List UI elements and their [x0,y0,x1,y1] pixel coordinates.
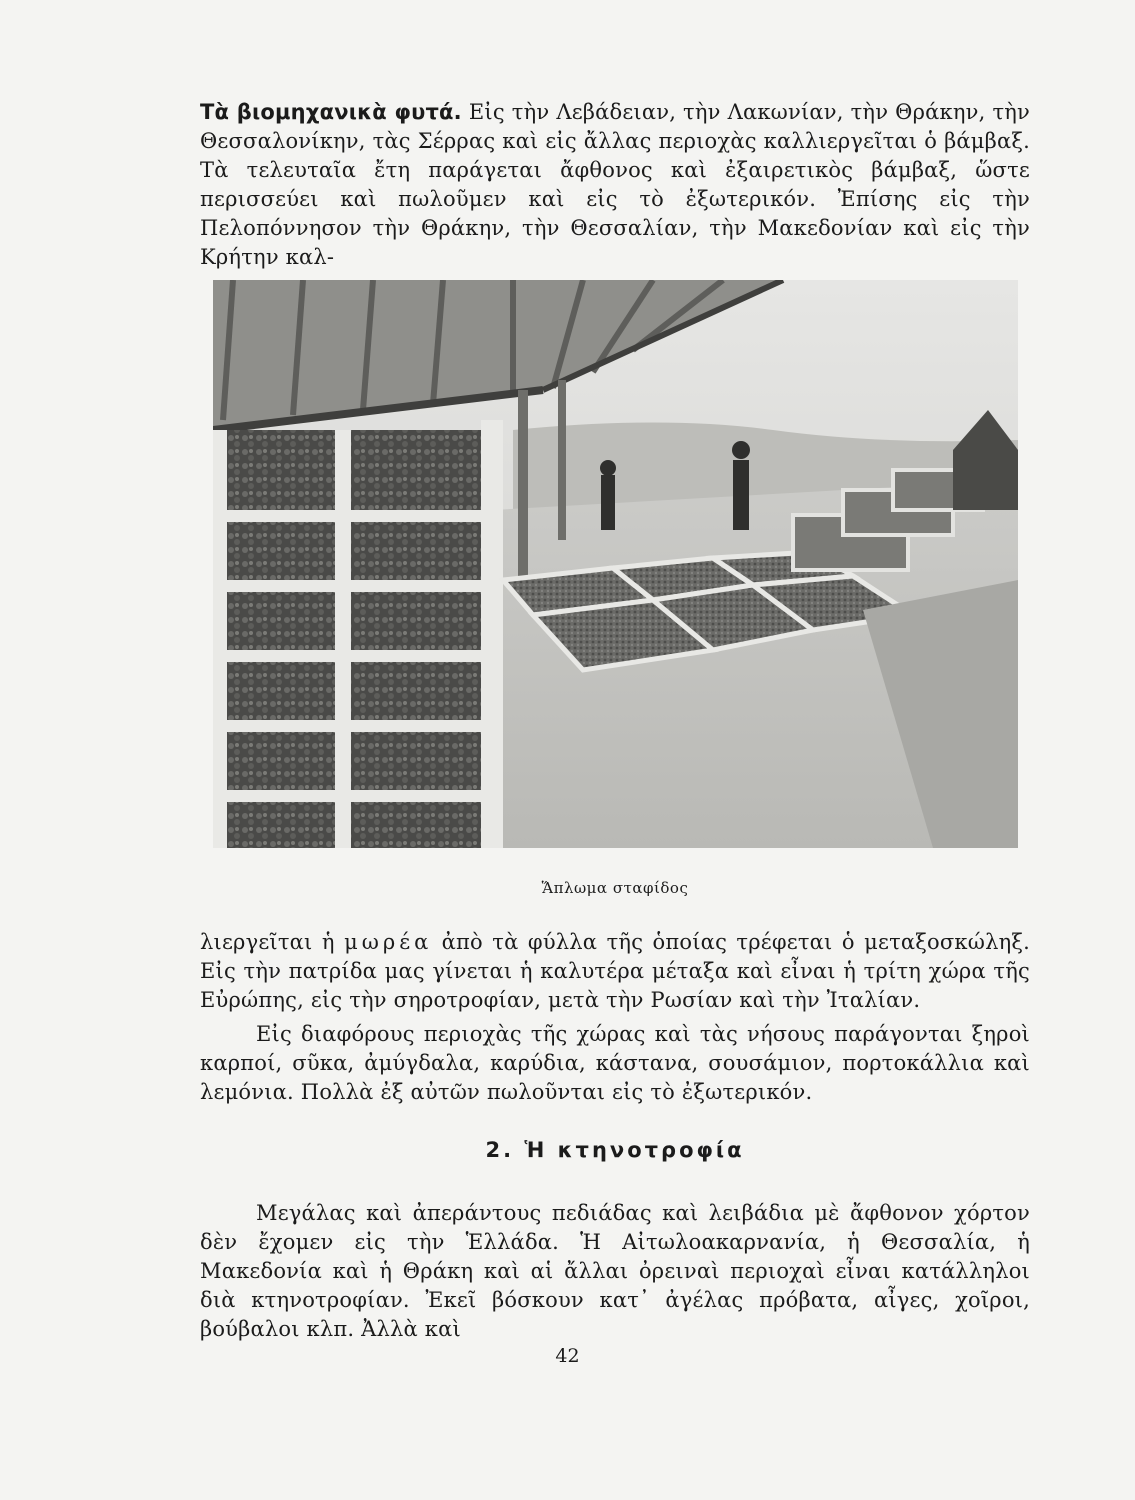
photo-caption: Ἅπλωμα σταφίδος [541,879,689,897]
raisin-drying-photo [213,280,1018,848]
emphasized-word: μωρέα [344,930,433,954]
section-heading: 2. Ἡ κτηνοτροφία [485,1138,745,1162]
photo-illustration [213,280,1018,848]
paragraph-silk [200,928,1030,1015]
paragraph-lead-title: Τὰ βιομηχανικὰ φυτά. [200,100,462,124]
paragraph-nuts-fruits: Εἰς διαφόρους περιοχὰς τῆς χώρας καὶ τὰς νήσους παράγονται ξηροὶ καρποί, σῦκα, ἀμύγδαλα, καρύδια, κάστανα, σουσάμιον, πορτοκάλλια καὶ λεμόνια. Πολλὰ ἐξ αὐτῶν πωλοῦνται εἰς τὸ ἐξωτερικόν. [200,1022,1030,1104]
paragraph-text-start: λιεργεῖται ἡ [200,930,345,954]
paragraph-industrial-plants [200,98,1030,272]
page-number: 42 [555,1345,580,1367]
paragraph-livestock: Μεγάλας καὶ ἀπεράντους πεδιάδας καὶ λειβάδια μὲ ἄφθονον χόρτον δὲν ἔχομεν εἰς τὴν Ἑλλάδα. Ἡ Αἰτωλοακαρνανία, ἡ Θεσσαλία, ἡ Μακεδονία καὶ ἡ Θράκη καὶ αἱ ἄλλαι ὀρειναὶ περιοχαὶ εἶναι κατάλληλοι διὰ κτηνοτροφίαν. Ἐκεῖ βόσκουν κατ᾿ ἀγέλας πρόβατα, αἶγες, χοῖροι, βούβαλοι κλπ. Ἀλλὰ καὶ [200,1201,1030,1341]
paragraph-body: Εἰς τὴν Λεβάδειαν, τὴν Λακωνίαν, τὴν Θράκην, τὴν Θεσσαλονίκην, τὰς Σέρρας καὶ εἰς ἄλλας περιοχὰς καλλιεργεῖται ὁ βάμβαξ. Τὰ τελευταῖα ἔτη παράγεται ἄφθονος καὶ ἐξαιρετικὸς βάμβαξ, ὥστε περισσεύει καὶ πωλοῦμεν καὶ εἰς τὸ ἐξωτερικόν. Ἐπίσης εἰς τὴν Πελοπόννησον τὴν Θράκην, τὴν Θεσσαλίαν, τὴν Μακεδονίαν καὶ εἰς τὴν Κρήτην καλ- [200,100,1031,269]
paragraph-text-end: ἀπὸ τὰ φύλλα τῆς ὁποίας τρέφεται ὁ μεταξοσκώληξ. Εἰς τὴν πατρίδα μας γίνεται ἡ καλυτέρα μέταξα καὶ εἶναι ἡ τρίτη χώρα τῆς Εὐρώπης, εἰς τὴν σηροτροφίαν, μετὰ τὴν Ρωσίαν καὶ τὴν Ἰταλίαν. [200,930,1031,1012]
hanging-grapes [213,430,503,848]
